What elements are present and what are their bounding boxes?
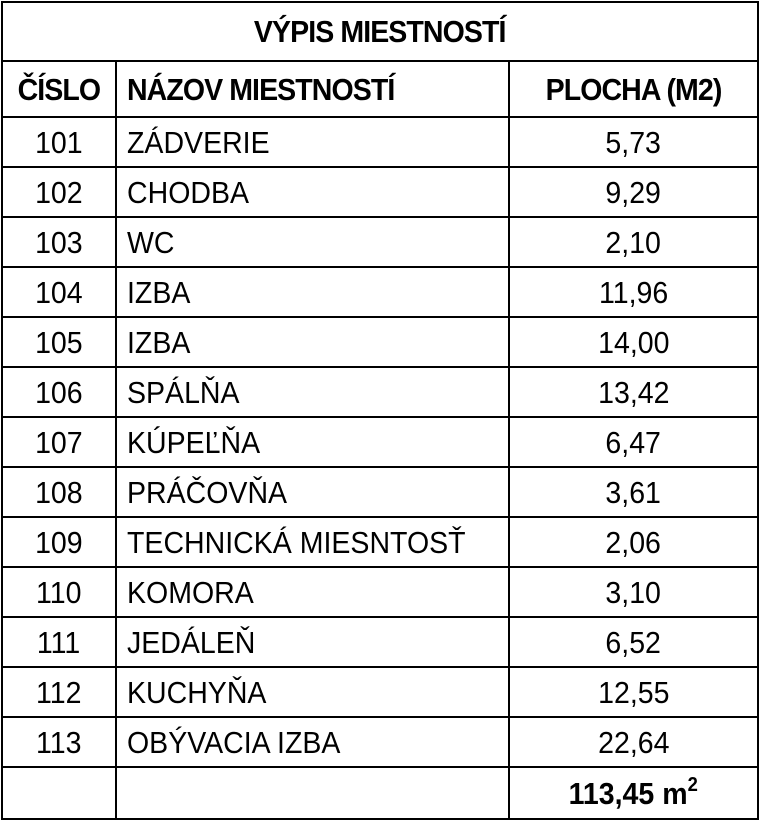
room-number-cell-text: 106 — [35, 374, 83, 410]
room-name-cell-text: TECHNICKÁ MIESNTOSŤ — [127, 524, 466, 560]
room-area-cell — [509, 167, 758, 217]
room-name-cell-text: KOMORA — [127, 574, 254, 610]
table-row — [2, 217, 758, 267]
column-header-number — [2, 61, 116, 117]
table-row — [2, 617, 758, 667]
room-name-cell-text: JEDÁLEŇ — [127, 624, 256, 660]
room-area-cell — [509, 617, 758, 667]
room-number-cell-text: 113 — [36, 724, 82, 760]
room-number-cell-text: 104 — [35, 274, 83, 310]
table-body — [2, 117, 758, 767]
room-number-cell-text: 109 — [35, 524, 83, 560]
room-area-cell — [509, 717, 758, 767]
room-area-cell — [509, 317, 758, 367]
room-name-cell-text: IZBA — [127, 324, 191, 360]
room-area-cell-text: 5,73 — [605, 124, 662, 160]
table-row — [2, 517, 758, 567]
room-area-cell-text: 22,64 — [597, 724, 670, 760]
table-row — [2, 667, 758, 717]
room-name-cell — [116, 717, 509, 767]
room-number-cell — [2, 217, 116, 267]
room-name-cell — [116, 517, 509, 567]
room-area-cell-text: 9,29 — [605, 174, 662, 210]
total-area-text — [568, 773, 699, 811]
table-row — [2, 267, 758, 317]
room-number-cell — [2, 617, 116, 667]
room-number-cell — [2, 117, 116, 167]
room-number-cell — [2, 717, 116, 767]
room-area-cell — [509, 367, 758, 417]
room-name-cell — [116, 167, 509, 217]
total-area-exponent: 2 — [687, 773, 699, 796]
table-row — [2, 117, 758, 167]
room-name-cell-text: PRÁČOVŇA — [127, 474, 288, 510]
room-name-cell — [116, 417, 509, 467]
room-name-cell — [116, 267, 509, 317]
table-row — [2, 567, 758, 617]
column-header-area — [509, 61, 758, 117]
room-area-cell — [509, 667, 758, 717]
room-area-cell-text: 11,96 — [598, 274, 669, 310]
room-number-cell — [2, 517, 116, 567]
room-name-cell — [116, 667, 509, 717]
room-area-cell — [509, 267, 758, 317]
room-number-cell-text: 101 — [35, 124, 83, 160]
room-number-cell-text: 102 — [35, 174, 83, 210]
room-number-cell — [2, 467, 116, 517]
column-header-name-text: NÁZOV MIESTNOSTÍ — [127, 71, 395, 107]
table-title — [2, 2, 758, 61]
table-row — [2, 717, 758, 767]
room-area-cell — [509, 117, 758, 167]
table-row — [2, 367, 758, 417]
header-row — [2, 61, 758, 117]
column-header-name — [116, 61, 509, 117]
room-area-cell-text: 12,55 — [597, 674, 670, 710]
room-name-cell — [116, 467, 509, 517]
total-name-cell — [116, 767, 509, 819]
room-name-cell-text: ZÁDVERIE — [127, 124, 270, 160]
room-name-cell — [116, 617, 509, 667]
column-header-area-text: PLOCHA (M2) — [545, 71, 722, 107]
title-row — [2, 2, 758, 61]
room-number-cell — [2, 317, 116, 367]
total-number-cell — [2, 767, 116, 819]
room-number-cell — [2, 267, 116, 317]
column-header-number-text: ČÍSLO — [17, 71, 101, 107]
room-area-cell — [509, 217, 758, 267]
total-area-cell — [509, 767, 758, 819]
room-number-cell-text: 105 — [35, 324, 83, 360]
room-area-cell-text: 13,42 — [597, 374, 670, 410]
room-name-cell-text: KÚPEĽŇA — [127, 424, 261, 460]
total-row — [2, 767, 758, 819]
room-number-cell — [2, 667, 116, 717]
room-name-cell — [116, 217, 509, 267]
room-area-cell — [509, 417, 758, 467]
table-row — [2, 167, 758, 217]
table-row — [2, 467, 758, 517]
room-number-cell-text: 112 — [36, 674, 82, 710]
room-name-cell — [116, 317, 509, 367]
total-area-value: 113,45 m — [568, 775, 688, 811]
room-name-cell — [116, 367, 509, 417]
table-row — [2, 317, 758, 367]
room-area-cell-text: 6,47 — [605, 424, 662, 460]
room-number-cell-text: 108 — [35, 474, 83, 510]
room-area-cell-text: 14,00 — [597, 324, 670, 360]
room-name-cell-text: CHODBA — [127, 174, 250, 210]
room-name-cell-text: KUCHYŇA — [127, 674, 267, 710]
room-area-cell-text: 2,06 — [605, 524, 662, 560]
room-number-cell-text: 111 — [37, 624, 81, 660]
room-area-cell-text: 3,61 — [605, 474, 662, 510]
room-area-cell-text: 3,10 — [605, 574, 662, 610]
room-name-cell-text: OBÝVACIA IZBA — [127, 724, 341, 760]
room-number-cell — [2, 367, 116, 417]
room-area-cell — [509, 517, 758, 567]
room-number-cell — [2, 167, 116, 217]
table-row — [2, 417, 758, 467]
room-area-cell — [509, 567, 758, 617]
room-area-cell-text: 6,52 — [605, 624, 662, 660]
table-title-text: VÝPIS MIESTNOSTÍ — [254, 14, 506, 49]
room-number-cell — [2, 417, 116, 467]
room-number-cell-text: 107 — [35, 424, 83, 460]
room-name-cell-text: IZBA — [127, 274, 191, 310]
room-schedule-table — [1, 1, 759, 820]
room-name-cell-text: SPÁLŇA — [127, 374, 240, 410]
room-number-cell-text: 110 — [36, 574, 82, 610]
room-number-cell-text: 103 — [35, 224, 83, 260]
room-name-cell-text: WC — [127, 224, 175, 260]
room-number-cell — [2, 567, 116, 617]
room-name-cell — [116, 117, 509, 167]
room-area-cell-text: 2,10 — [605, 224, 662, 260]
room-name-cell — [116, 567, 509, 617]
room-area-cell — [509, 467, 758, 517]
